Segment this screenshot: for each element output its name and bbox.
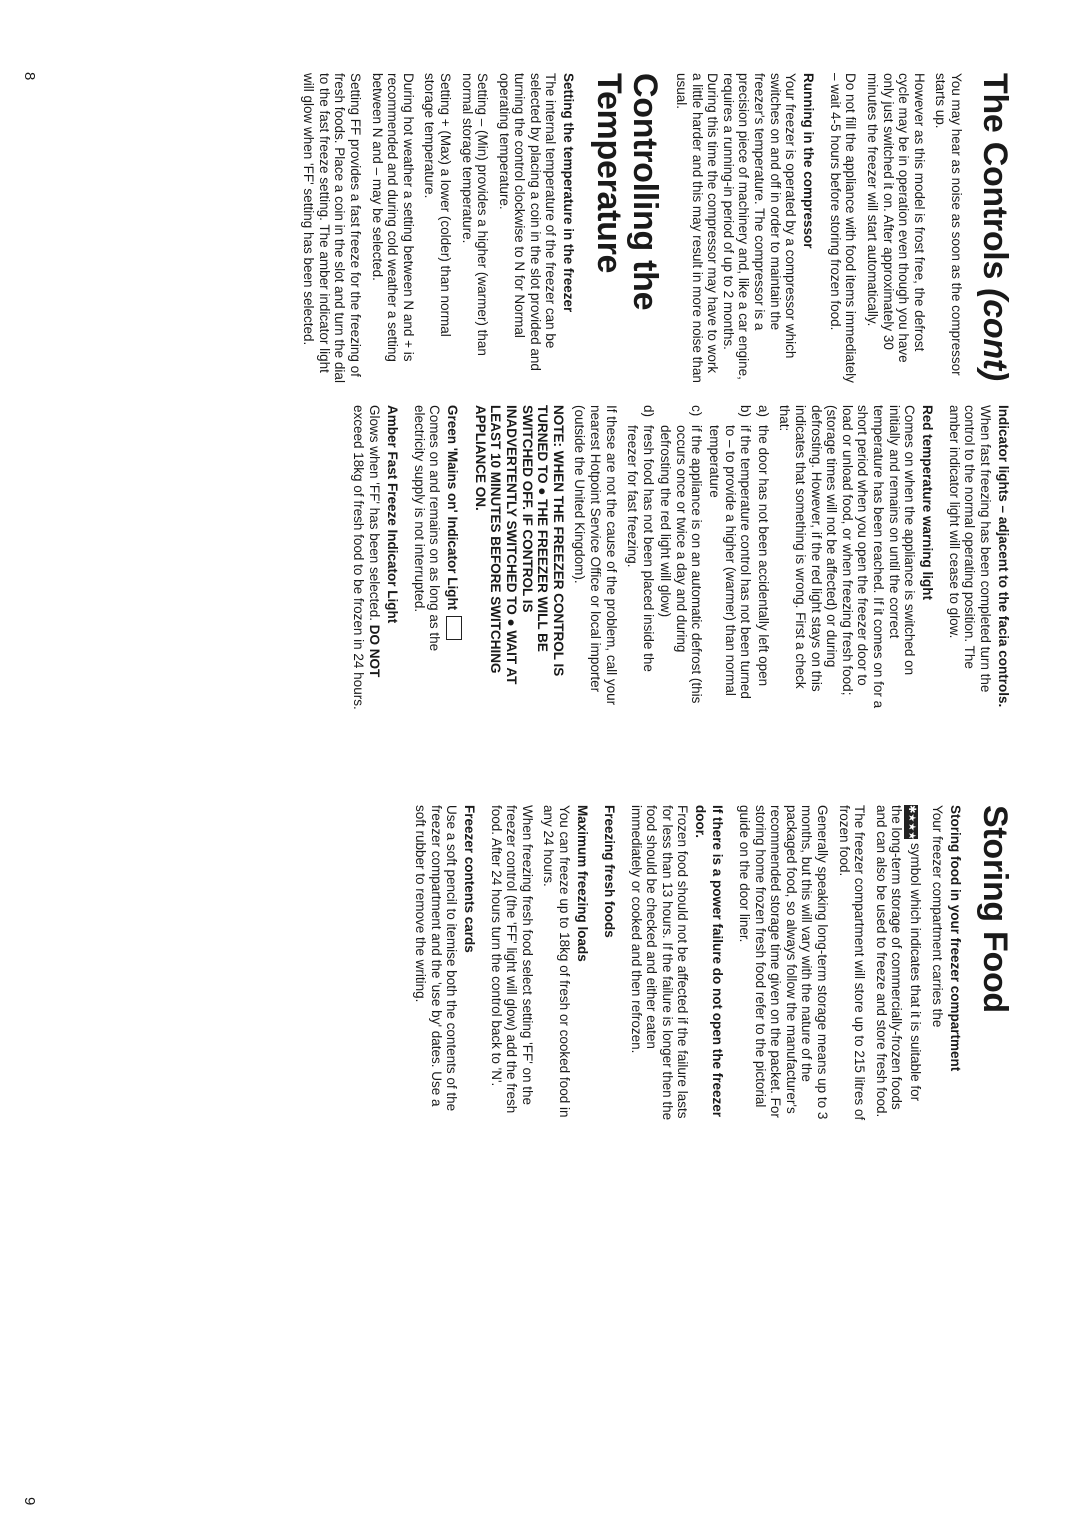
checklist-text: if the appliance is on an automatic defrost (this occurs once or twice a day and during defrosting the red light will glow) [658, 425, 705, 704]
compartment-lead: Your freezer compartment carries the [930, 805, 945, 1028]
checklist-item [707, 405, 754, 710]
setting-para-2: Setting – (Min) provides a higher (warmer) than normal storage temperature. [459, 73, 491, 356]
checklist-text: fresh food has not been placed inside the freezer for fast freezing. [625, 425, 656, 672]
red-light-after: If these are not the cause of the problem, call your nearest Hotpoint Service Office or local importer (outside the United Kingdom). [572, 405, 619, 706]
setting-para-3: Setting + (Max) a lower (colder) than normal storage temperature. [422, 73, 453, 337]
amber-text-start: Glows when 'FF' has been selected. [367, 405, 382, 625]
indicator-heading: Indicator lights – adjacent to the facia controls. [996, 405, 1011, 708]
indicator-text: When fast freezing has been completed turn the control to the normal operating position. The amber indicator light will cease to glow. [946, 405, 993, 693]
checklist-text: the door has not been accidentally left open [755, 425, 771, 687]
max-loads-para-1: You can freeze up to 18kg of fresh or cooked food in any 24 hours. [541, 805, 573, 1118]
green-light-heading-text: Green 'Mains on' Indicator Light [445, 405, 461, 611]
max-loads-para-2: When freezing fresh food select setting 'FF' on the freezer control (the 'FF' light will glow) add the fresh food. After 24 hours turn the control back to 'N'. [488, 805, 535, 1114]
column-left [295, 73, 1014, 383]
compartment-para-1-text: symbol which indicates that it is suitable for the long-term storage of commercially-frozen foods and can also be used to freeze and store fresh food. [873, 805, 924, 1118]
column-right [406, 805, 1014, 1123]
red-light-checklist [625, 405, 771, 710]
setting-para-5: Setting FF provides a fast freeze for the freezing of fresh foods. Place a coin in the slot and turn the dial to the fast freeze setting. The amber indicator light will glow when 'FF' setting has been selected. [301, 73, 363, 383]
page-number-right: 9 [21, 1497, 38, 1506]
checklist-label: d) [640, 405, 656, 418]
mains-lamp-icon [446, 616, 462, 640]
freezing-fresh-heading: Freezing fresh foods [602, 805, 618, 938]
running-heading: Running in the compressor [801, 73, 817, 249]
checklist-label: c) [689, 405, 705, 417]
four-star-icon: ✱★★★ [906, 805, 918, 841]
controls-title-main: The Controls [976, 73, 1014, 289]
setting-para-4: During hot weather a setting between N and + is recommended and during cold weather a setting between N and – may be selected. [369, 73, 416, 362]
red-light-heading: Red temperature warning light [920, 405, 936, 601]
green-light-heading [444, 405, 462, 710]
page-number-left: 8 [21, 72, 38, 81]
controls-title-cont: (cont) [976, 288, 1014, 381]
power-failure-text: Frozen food should not be affected if the failure lasts for less than 13 hours. If the failure is longer then the food should be checked and either eaten immediately or cooked and then refrozen. [628, 805, 691, 1121]
red-light-text: Comes on when the appliance is switched on initially and remains on until the correct temperature has been reached. If it comes on for a short period when you open the freezer door to load or unload food, or when freezing fresh food; (storage times will not be affected) or during defrosting. However, if the red light stays on this indicates that something is wrong. First a check that: [777, 405, 918, 709]
running-text: Your freezer is operated by a compressor which switches on and off in order to maintain the freezer's temperature. The compressor is a precision piece of machinery and, like a car engine, requires a running-in period of up to 2 months. During this time the compressor may have to work a little harder and this may result in more noise than usual. [674, 73, 799, 383]
storing-title: Storing Food [976, 805, 1014, 1013]
amber-text-end: exceed 18kg of fresh food to be frozen in 24 hours. [351, 405, 367, 710]
setting-temp-heading: Setting the temperature in the freezer [561, 73, 577, 313]
controlling-title [592, 73, 664, 383]
controls-intro-1: You may hear as noise as soon as the compressor starts up. [933, 73, 964, 376]
checklist-label: a) [755, 405, 771, 418]
amber-text-do-not: DO NOT [367, 624, 382, 678]
checklist-item [658, 405, 705, 710]
checklist-item [755, 405, 771, 710]
green-light-text: Comes on and remains on as long as the electricity supply is not interrupted. [411, 405, 443, 652]
controls-intro-2: However as this model is frost free, the defrost cycle may be in operation even though you have only just switched it on. After approximately 30 minutes the freezer will start automatically. [865, 73, 927, 363]
compartment-para-1 [873, 805, 923, 1123]
setting-para-1: The internal temperature of the freezer can be selected by placing a coin in the slot provided and turning the control clockwise to N for Normal operating temperature. [496, 73, 559, 371]
warning-note: NOTE: WHEN THE FREEZER CONTROL IS TURNED TO ● THE FREEZER WILL BE SWITCHED OFF. IF CONTROL IS INADVERTENTLY SWITCHED TO ● WAIT AT LEAST 10 MINUTES BEFORE SWITCHING APPLIANCE ON. [472, 405, 566, 685]
column-middle [345, 405, 1014, 710]
power-failure-heading: If there is a power failure do not open the freezer door. [693, 805, 726, 1118]
compartment-para-2: The freezer compartment will store up to 215 litres of frozen food. [836, 805, 868, 1121]
amber-light-heading: Amber Fast Freeze Indicator Light [385, 405, 400, 624]
amber-light-text [351, 405, 382, 710]
max-loads-heading: Maximum freezing loads [575, 805, 591, 962]
controls-intro-3: Do not fill the appliance with food items immediately – wait 4-5 hours before storing frozen food. [827, 73, 859, 383]
controlling-title-line1: Controlling the [626, 73, 665, 311]
controlling-title-line2: Temperature [590, 73, 629, 274]
checklist-text: if the temperature control has not been turned to – to provide a higher (warmer) than normal temperature [707, 425, 754, 699]
compartment-para-3: Generally speaking long-term storage means up to 3 months, but this will vary with the nature of the packaged food, so always follow the manufacturer's recommended storage time given on the packet. For storing home frozen fresh food refer to the pictorial guide on the door liner. [737, 805, 831, 1120]
checklist-label: b) [738, 405, 754, 418]
contents-cards-text: Use a soft pencil to itemise both the contents of the freezer compartment and the 'use by' dates. Use a soft rubber to remove the writing. [412, 805, 460, 1112]
controls-title [976, 73, 1014, 383]
contents-cards-heading: Freezer contents cards [462, 805, 478, 953]
checklist-item [625, 405, 656, 710]
compartment-heading: Storing food in your freezer compartment [948, 805, 963, 1072]
